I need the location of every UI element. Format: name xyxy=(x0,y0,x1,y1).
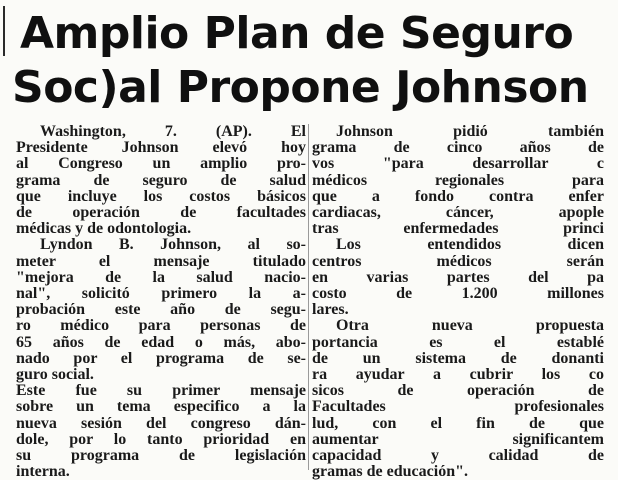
article-line: ra ayudar a cubrir los co xyxy=(312,367,604,384)
article-line: en varias partes del pa xyxy=(312,269,604,286)
article-line: costo de 1.200 millones xyxy=(312,286,604,303)
article-line: nado por el programa de se- xyxy=(16,350,306,367)
article-line: aumentar significantem xyxy=(312,431,604,448)
article-right-column xyxy=(312,124,604,480)
article-line: que a fondo contra enfer xyxy=(312,188,604,205)
article-line: tras enfermedades princi xyxy=(312,221,604,238)
article-line: lud, con el fin de que xyxy=(312,415,604,432)
article-line: "mejora de la salud nacio- xyxy=(16,269,306,286)
article-line: Johnson pidió también xyxy=(336,124,604,140)
article-line: nal", solicitó primero la a- xyxy=(16,286,306,303)
article-line: 65 años de edad o más, abo- xyxy=(16,334,306,351)
article-line: Presidente Johnson elevó hoy xyxy=(16,140,306,157)
article-line: grama de cinco años de xyxy=(312,140,604,157)
article-line: gramas de educación". xyxy=(312,464,468,480)
article-left-column xyxy=(16,124,306,480)
article-line: Este fue su primer mensaje xyxy=(16,383,306,400)
article-line: su programa de legislación xyxy=(16,448,306,465)
article-line: cardiacas, cáncer, apople xyxy=(312,205,604,222)
article-line: probación este año de segu- xyxy=(16,302,306,319)
article-line: dole, por lo tanto prioridad en xyxy=(16,431,306,448)
article-line: interna. xyxy=(16,464,70,480)
article-line: médicas y de odontologia. xyxy=(16,221,192,238)
article-line: nueva sesión del congreso dán- xyxy=(16,415,306,432)
article-line: vos "para desarrollar c xyxy=(312,156,604,173)
article-line: sobre un tema especifico a la xyxy=(16,399,306,416)
article-line: centros médicos serán xyxy=(312,253,604,270)
article-line: Otra nueva propuesta xyxy=(336,318,604,335)
headline-line-2: Soc)al Propone Johnson xyxy=(12,62,589,113)
article-line: sicos de operación de xyxy=(312,383,604,400)
article-line: de un sistema de donanti xyxy=(312,350,604,367)
article-line: grama de seguro de salud xyxy=(16,172,306,189)
article-line: Facultades profesionales xyxy=(312,399,604,416)
headline-line-1: Amplio Plan de Seguro xyxy=(20,8,574,59)
article-line: lares. xyxy=(312,302,349,319)
article-line: guro social. xyxy=(16,367,94,384)
column-divider xyxy=(308,124,309,470)
article-line: Los entendidos dicen xyxy=(336,237,604,254)
article-line: meter el mensaje titulado xyxy=(16,253,306,270)
column-rule xyxy=(3,6,5,56)
article-line: al Congreso un amplio pro- xyxy=(16,156,306,173)
article-line: médicos regionales para xyxy=(312,172,604,189)
article-line: Washington, 7. (AP). El xyxy=(40,124,306,140)
article-line: portancia es el establé xyxy=(312,334,604,351)
article-line: que incluye los costos básicos xyxy=(16,188,306,205)
article-line: de operación de facultades xyxy=(16,205,306,222)
article-line: capacidad y calidad de xyxy=(312,448,604,465)
article-line: Lyndon B. Johnson, al so- xyxy=(40,237,306,254)
article-line: ro médico para personas de xyxy=(16,318,306,335)
